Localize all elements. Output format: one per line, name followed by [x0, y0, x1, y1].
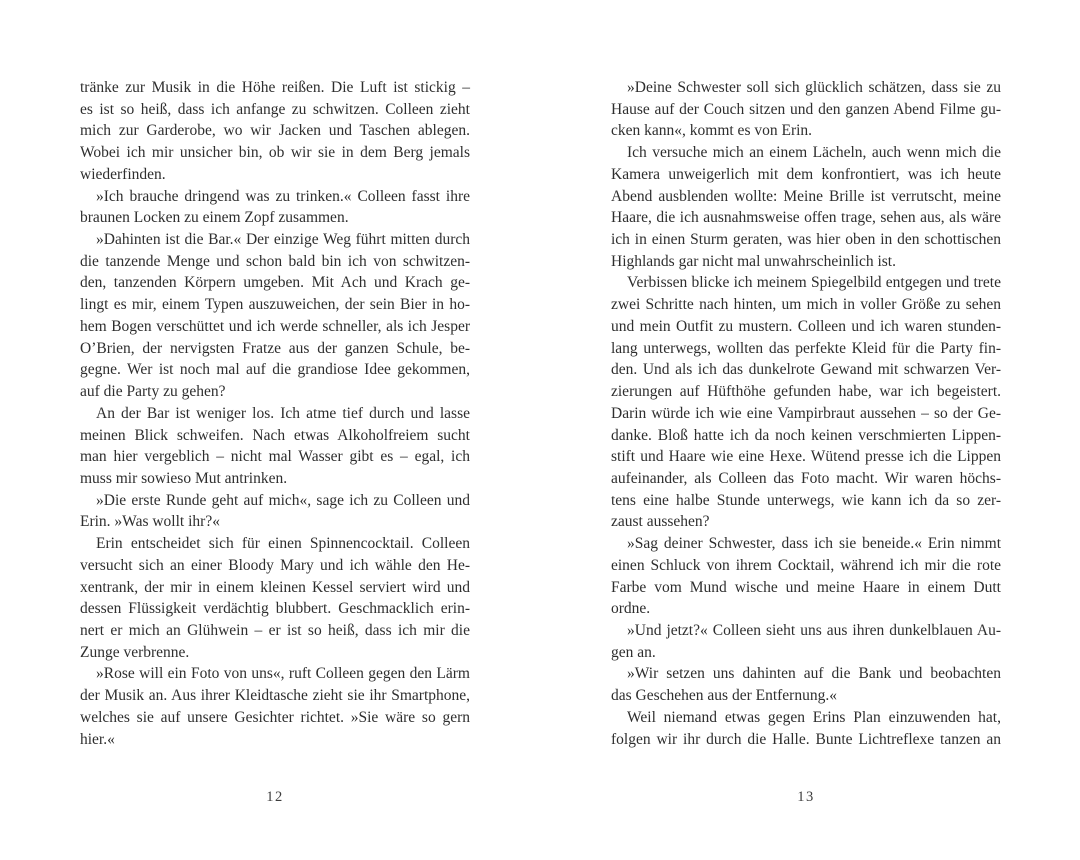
text-line: »Ich brauche dringend was zu trinken.« Colleen fasst ihre	[96, 187, 470, 205]
text-line: folgen wir ihr durch die Halle. Bunte Lichtreflexe tanzen an	[611, 730, 1001, 748]
text-line: hem Bogen verschüttet und ich werde schneller, als ich Jesper	[80, 317, 470, 335]
text-line: Farbe vom Mund wische und meine Haare in einem Dutt	[611, 578, 1001, 596]
text-line: Abend ausblenden wollte: Meine Brille ist verrutscht, meine	[611, 187, 1001, 205]
page-left	[80, 0, 470, 860]
text-line: »Dahinten ist die Bar.« Der einzige Weg führt mitten durch	[96, 231, 470, 249]
text-line: »Die erste Runde geht auf mich«, sage ich zu Colleen und	[96, 491, 470, 509]
text-line: das Geschehen aus der Entfernung.«	[611, 687, 837, 705]
text-line: tränke zur Musik in die Höhe reißen. Die Luft ist stickig –	[80, 79, 470, 96]
text-line: Hause auf der Couch sitzen und den ganzen Abend Filme gu-	[611, 100, 1001, 118]
text-line: einen Schluck von ihrem Cocktail, während ich mir die rote	[611, 556, 1001, 574]
text-line: Erin. »Was wollt ihr?«	[80, 513, 220, 531]
text-line: »Rose will ein Foto von uns«, ruft Colleen gegen den Lärm	[96, 665, 470, 683]
text-line: stift und Haare wie eine Hexe. Wütend presse ich die Lippen	[611, 448, 1001, 466]
text-line: Kamera unweigerlich mit dem konfrontiert, was ich heute	[611, 165, 1001, 183]
text-line: lingt es mir, einem Typen auszuweichen, der sein Bier in ho-	[80, 296, 470, 314]
text-line: muss mir sowieso Mut antrinken.	[80, 469, 288, 487]
text-line: es ist so heiß, dass ich anfange zu schwitzen. Colleen zieht	[80, 100, 470, 118]
text-line: Highlands gar nicht mal unwahrscheinlich ist.	[611, 252, 896, 270]
text-line: zwei Schritte nach hinten, um mich in voller Größe zu sehen	[611, 296, 1001, 314]
text-line: den, tanzenden Körpern umgeben. Mit Ach und Krach ge-	[80, 274, 470, 292]
text-line: und mein Outfit zu mustern. Colleen und ich waren stunden-	[611, 317, 1001, 335]
text-line: Erin entscheidet sich für einen Spinnencocktail. Colleen	[96, 535, 470, 553]
text-line: wiederfinden.	[80, 165, 166, 183]
text-line: dessen Flüssigkeit verdächtig blubbert. Geschmacklich erin-	[80, 600, 470, 618]
text-line: auf die Party zu gehen?	[80, 383, 226, 401]
text-line: meinen Blick schweifen. Nach etwas Alkoholfreiem sucht	[80, 426, 470, 444]
text-line: aufeinander, als Colleen das Foto macht. Wir waren höchs-	[611, 469, 1001, 487]
text-line: zaust aussehen?	[611, 513, 710, 531]
text-line: zierungen auf Hüfthöhe gefunden habe, war ich begeistert.	[611, 383, 1001, 401]
text-line: Verbissen blicke ich meinem Spiegelbild entgegen und trete	[627, 274, 1001, 292]
page-number-right: 13	[797, 789, 815, 805]
text-line: Ich versuche mich an einem Lächeln, auch wenn mich die	[627, 144, 1001, 162]
text-line: »Und jetzt?« Colleen sieht uns aus ihren dunkelblauen Au-	[627, 621, 1001, 639]
text-line: ich in einen Sturm geraten, was hier oben in den schottischen	[611, 231, 1001, 249]
text-line: »Wir setzen uns dahinten auf die Bank und beobachten	[627, 665, 1001, 683]
text-line: »Deine Schwester soll sich glücklich schätzen, dass sie zu	[627, 79, 1001, 96]
page-number-left: 12	[266, 789, 284, 805]
text-line: die tanzende Menge und schon bald bin ich von schwitzen-	[80, 252, 470, 270]
text-line: danke. Bloß hatte ich da noch keinen verschmierten Lippen-	[611, 426, 1001, 444]
text-line: gen an.	[611, 643, 656, 661]
text-line: Haare, die ich ausnahmsweise offen trage, sehen aus, als wäre	[611, 209, 1001, 227]
text-line: Darin würde ich wie eine Vampirbraut aussehen – so der Ge-	[611, 404, 1001, 422]
text-line: man hier vergeblich – nicht mal Wasser gibt es – egal, ich	[80, 448, 470, 466]
text-line: der Musik an. Aus ihrer Kleidtasche zieht sie ihr Smartphone,	[80, 687, 470, 705]
text-line: Weil niemand etwas gegen Erins Plan einzuwenden hat,	[627, 708, 1001, 726]
text-line: lang unterwegs, wollten das perfekte Kleid für die Party fin-	[611, 339, 1001, 357]
text-line: den. Und als ich das dunkelrote Gewand mit schwarzen Ver-	[611, 361, 1001, 379]
text-line: welches sie auf unsere Gesichter richtet. »Sie wäre so gern	[80, 708, 470, 726]
text-line: hier.«	[80, 730, 115, 748]
text-line: tens eine halbe Stunde unterwegs, wie kann ich da so zer-	[611, 491, 1001, 509]
text-line: An der Bar ist weniger los. Ich atme tief durch und lasse	[96, 404, 470, 422]
text-line: Zunge verbrenne.	[80, 643, 190, 661]
text-line: Wobei ich mir unsicher bin, ob wir sie in dem Berg jemals	[80, 144, 470, 162]
page-right-text	[611, 77, 1001, 750]
text-line: xentrank, der mir in einem kleinen Kessel serviert wird und	[80, 578, 470, 596]
text-line: gegne. Wer ist noch mal auf die grandiose Idee gekommen,	[80, 361, 470, 379]
text-line: ordne.	[611, 600, 651, 618]
text-line: »Sag deiner Schwester, dass ich sie beneide.« Erin nimmt	[627, 535, 1001, 553]
text-line: nert er mich an Glühwein – er ist so heiß, dass ich mir die	[80, 621, 470, 639]
page-left-text	[80, 77, 470, 750]
text-line: braunen Locken zu einem Zopf zusammen.	[80, 209, 349, 227]
page-right	[611, 0, 1001, 860]
text-line: versucht sich an einer Bloody Mary und ich wähle den He-	[80, 556, 470, 574]
text-line: O’Brien, der nervigsten Fratze aus der ganzen Schule, be-	[80, 339, 470, 357]
text-line: cken kann«, kommt es von Erin.	[611, 122, 813, 140]
text-line: mich zur Garderobe, wo wir Jacken und Taschen ablegen.	[80, 122, 470, 140]
